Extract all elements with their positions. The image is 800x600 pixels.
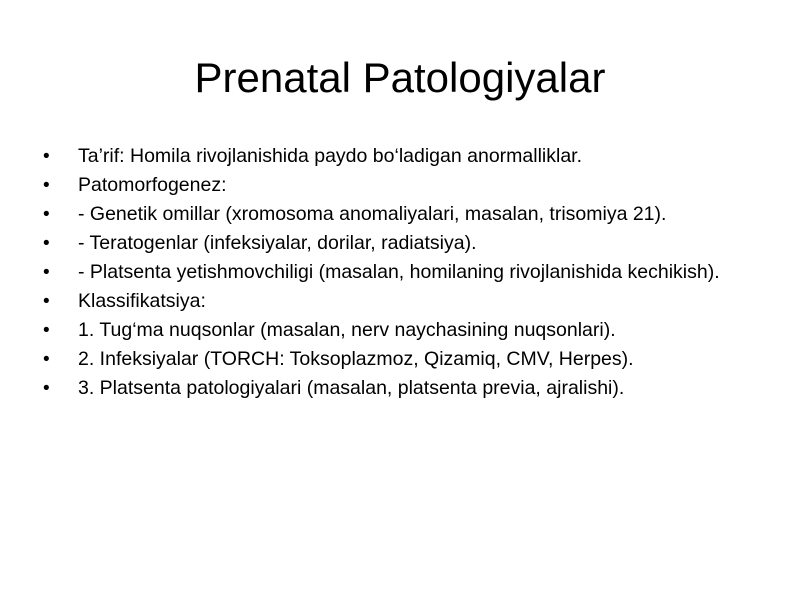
slide-title: Prenatal Patologiyalar <box>194 54 606 101</box>
list-item <box>40 349 740 370</box>
bullet-text: 1. Tug‘ma nuqsonlar (masalan, nerv naychasining nuqsonlari). <box>78 319 616 341</box>
bullet-text: - Genetik omillar (xromosoma anomaliyalari, masalan, trisomiya 21). <box>78 203 667 225</box>
bullet-text: - Platsenta yetishmovchiligi (masalan, homilaning rivojlanishida kechikish). <box>78 261 720 283</box>
list-item <box>40 175 740 196</box>
bullet-text: 3. Platsenta patologiyalari (masalan, platsenta previa, ajralishi). <box>78 377 625 399</box>
bullet-icon: • <box>43 175 50 196</box>
list-item <box>40 204 740 225</box>
bullet-text: 2. Infeksiyalar (TORCH: Toksoplazmoz, Qizamiq, CMV, Herpes). <box>78 348 634 370</box>
list-item <box>40 233 740 254</box>
bullet-icon: • <box>43 204 50 225</box>
bullet-text: Ta’rif: Homila rivojlanishida paydo bo‘ladigan anormalliklar. <box>78 145 583 167</box>
list-item <box>40 378 740 399</box>
bullet-icon: • <box>43 349 50 370</box>
bullet-text: - Teratogenlar (infeksiyalar, dorilar, radiatsiya). <box>78 232 477 254</box>
bullet-icon: • <box>43 320 50 341</box>
list-item <box>40 320 740 341</box>
bullet-icon: • <box>43 262 50 283</box>
list-item <box>40 291 740 312</box>
bullet-icon: • <box>43 233 50 254</box>
bullet-text: Klassifikatsiya: <box>78 290 206 312</box>
bullet-icon: • <box>43 378 50 399</box>
bullet-icon: • <box>43 291 50 312</box>
list-item <box>40 146 740 167</box>
bullet-list <box>40 146 740 407</box>
bullet-icon: • <box>43 146 50 167</box>
bullet-text: Patomorfogenez: <box>78 174 227 196</box>
list-item <box>40 262 740 283</box>
